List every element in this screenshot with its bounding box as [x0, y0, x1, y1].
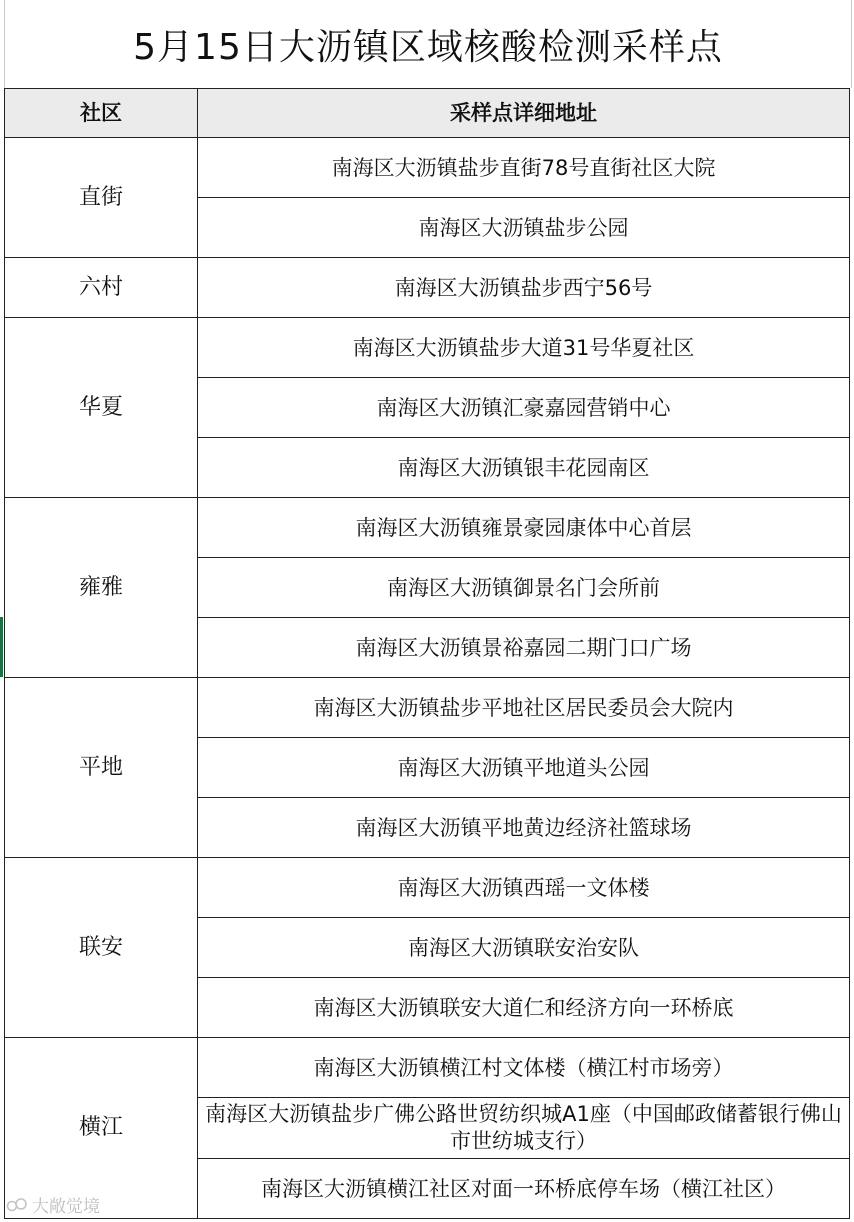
- address-cell: 南海区大沥镇御景名门会所前: [198, 558, 850, 618]
- address-cell: 南海区大沥镇联安大道仁和经济方向一环桥底: [198, 978, 850, 1038]
- watermark-text: 大敞觉境: [32, 1197, 100, 1217]
- address-cell: 南海区大沥镇平地黄边经济社篮球场: [198, 798, 850, 858]
- address-cell: 南海区大沥镇西瑶一文体楼: [198, 858, 850, 918]
- address-cell: 南海区大沥镇横江社区对面一环桥底停车场（横江社区）: [198, 1159, 850, 1219]
- address-cell: 南海区大沥镇联安治安队: [198, 918, 850, 978]
- header-community: 社区: [5, 89, 198, 138]
- address-cell: 南海区大沥镇银丰花园南区: [198, 438, 850, 498]
- community-cell: 雍雅: [5, 498, 198, 678]
- community-cell: 华夏: [5, 318, 198, 498]
- page-title: 5月15日大沥镇区域核酸检测采样点: [133, 26, 723, 68]
- community-cell: 六村: [5, 258, 198, 318]
- watermark: [6, 1192, 100, 1217]
- watermark-logo-icon: [6, 1197, 28, 1213]
- table-row: [5, 138, 850, 198]
- community-cell: 直街: [5, 138, 198, 258]
- header-row: [5, 89, 850, 138]
- table-row: [5, 678, 850, 738]
- address-cell: 南海区大沥镇横江村文体楼（横江村市场旁）: [198, 1038, 850, 1098]
- community-cell: 联安: [5, 858, 198, 1038]
- address-cell: 南海区大沥镇盐步大道31号华夏社区: [198, 318, 850, 378]
- table-row: [5, 858, 850, 918]
- address-cell: 南海区大沥镇汇豪嘉园营销中心: [198, 378, 850, 438]
- address-cell: 南海区大沥镇盐步西宁56号: [198, 258, 850, 318]
- selection-indicator: [0, 617, 3, 677]
- table-row: [5, 318, 850, 378]
- address-cell: 南海区大沥镇盐步公园: [198, 198, 850, 258]
- table-row: [5, 258, 850, 318]
- address-cell: 南海区大沥镇盐步直街78号直街社区大院: [198, 138, 850, 198]
- address-cell: 南海区大沥镇雍景豪园康体中心首层: [198, 498, 850, 558]
- address-cell: 南海区大沥镇盐步广佛公路世贸纺织城A1座（中国邮政储蓄银行佛山市世纺城支行）: [198, 1098, 850, 1159]
- sampling-sites-table: [4, 88, 850, 1219]
- address-cell: 南海区大沥镇景裕嘉园二期门口广场: [198, 618, 850, 678]
- address-cell: 南海区大沥镇平地道头公园: [198, 738, 850, 798]
- community-cell: 平地: [5, 678, 198, 858]
- community-cell: 横江: [5, 1038, 198, 1219]
- address-cell: 南海区大沥镇盐步平地社区居民委员会大院内: [198, 678, 850, 738]
- header-address: 采样点详细地址: [198, 89, 850, 138]
- title-row: [4, 0, 852, 88]
- table-row: [5, 498, 850, 558]
- table-row: [5, 1038, 850, 1098]
